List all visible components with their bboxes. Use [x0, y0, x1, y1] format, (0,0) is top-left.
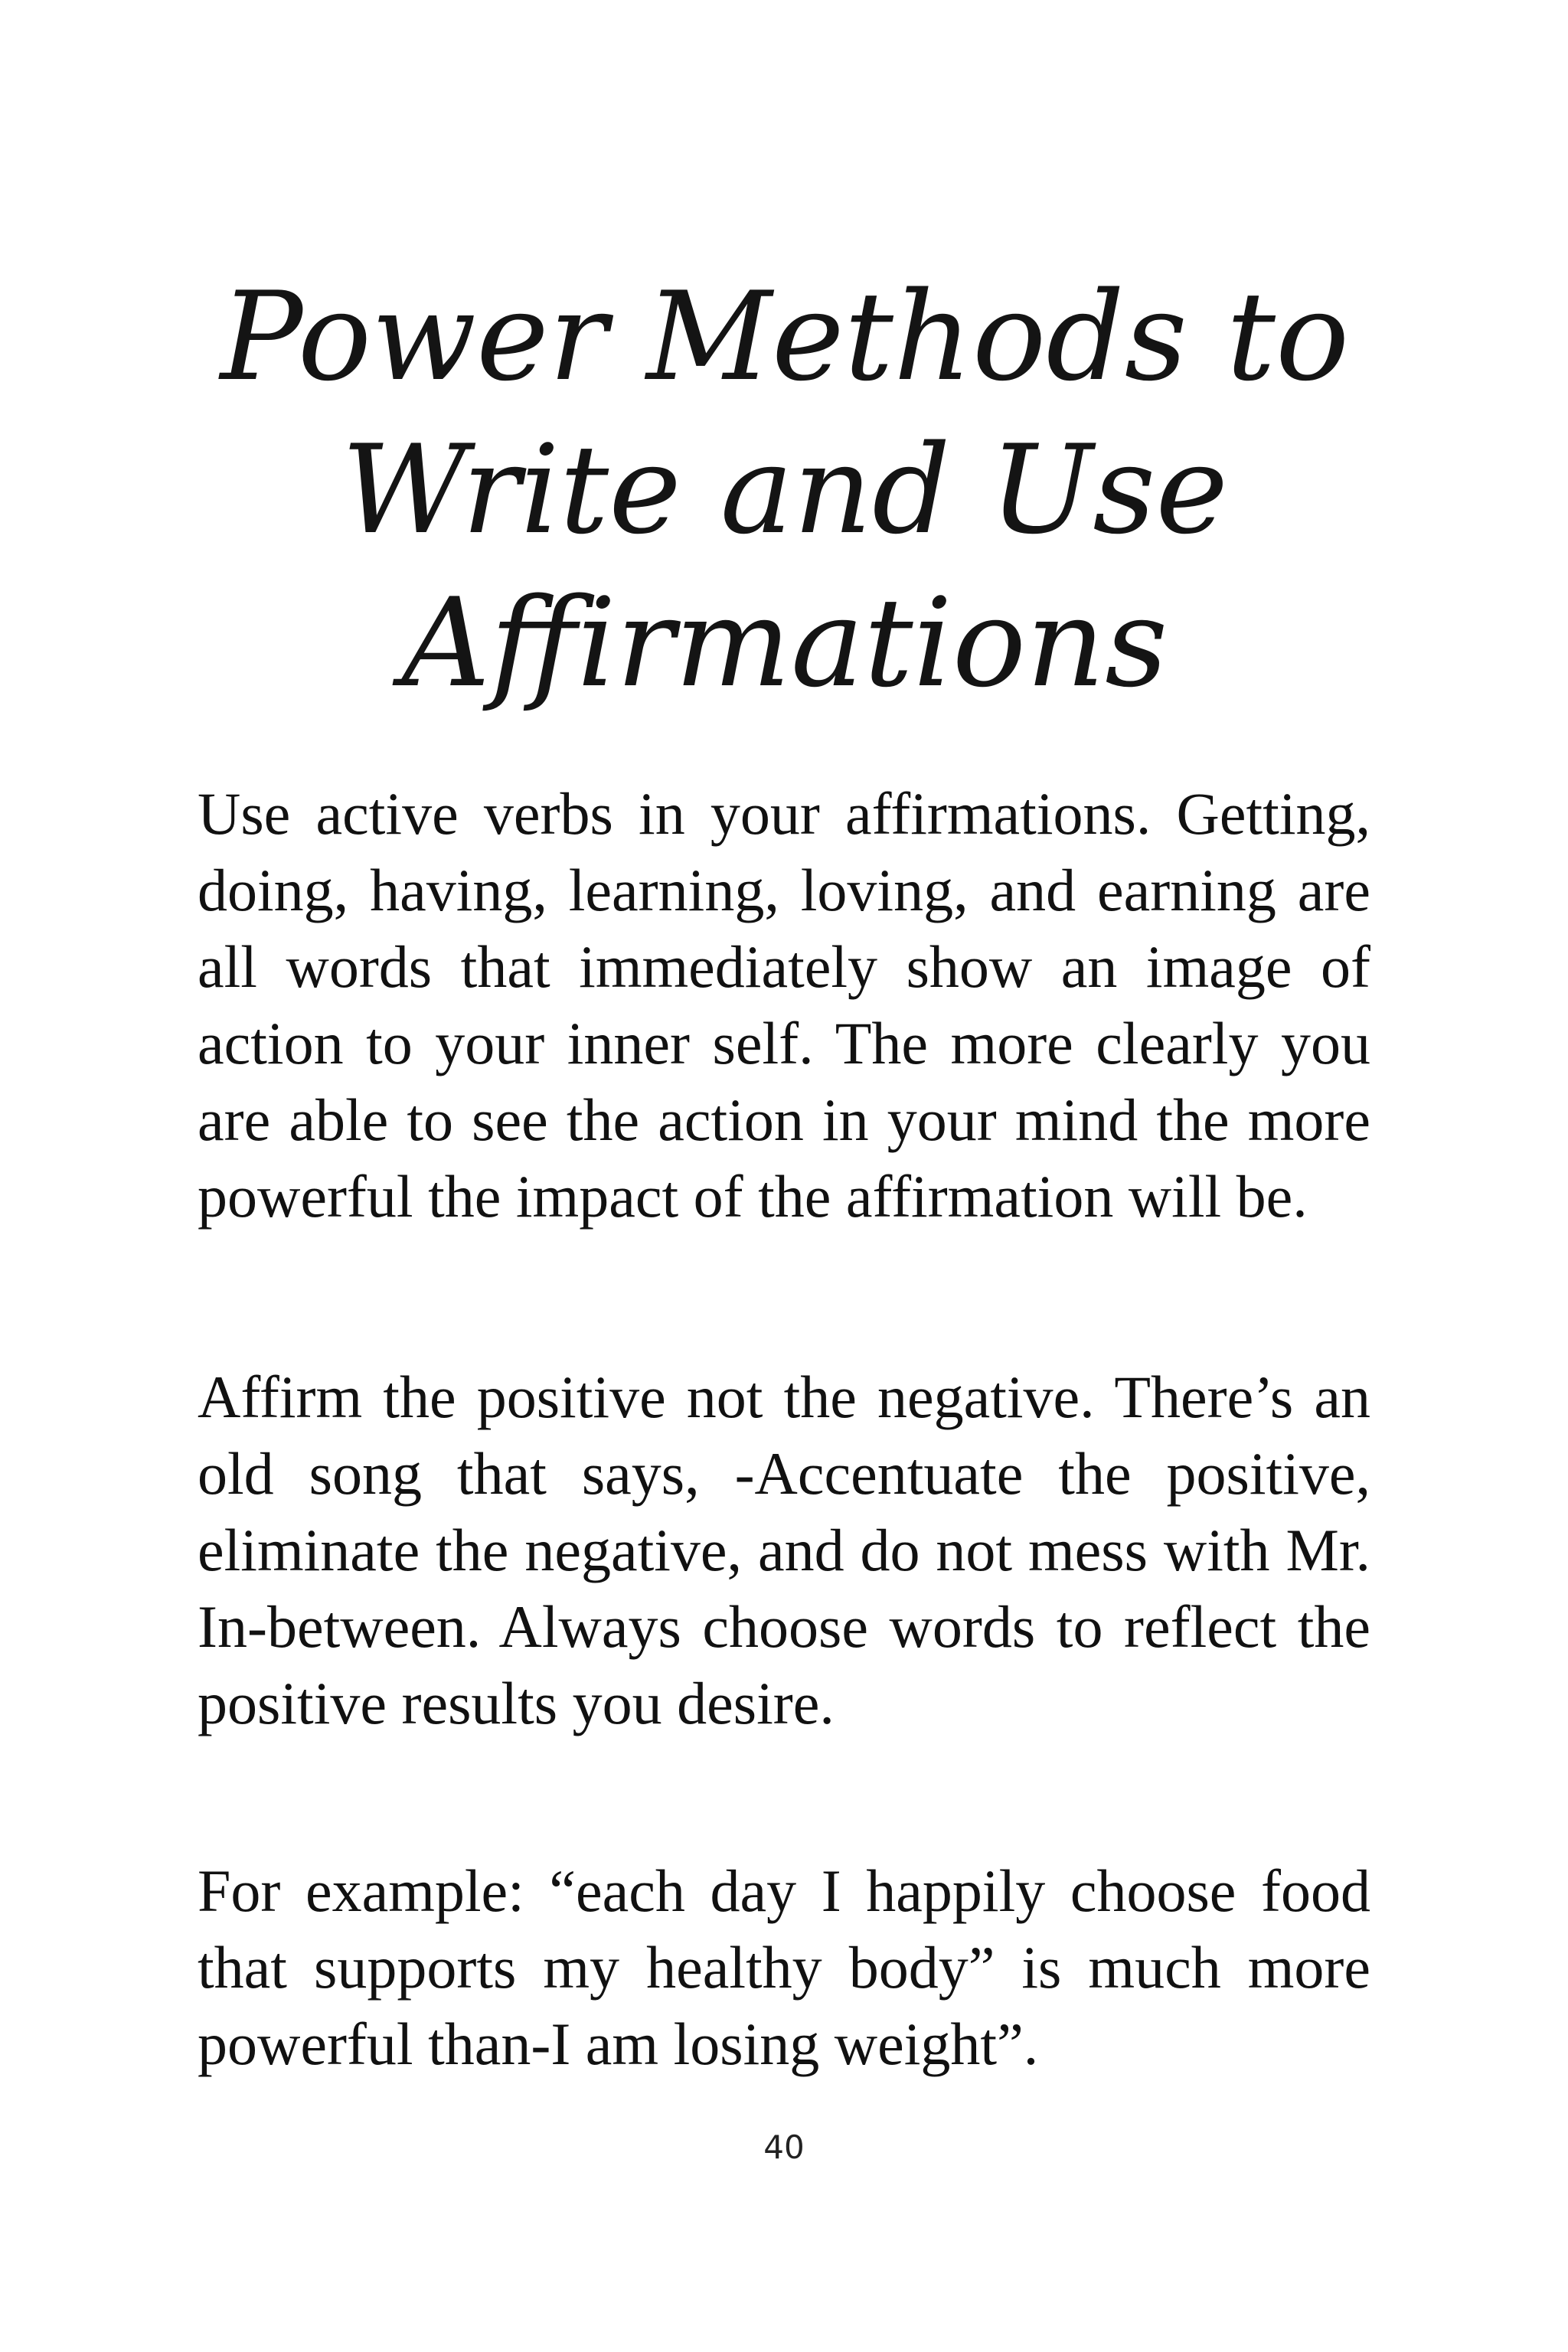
paragraph-active-verbs: Use active verbs in your affirmations. Getting, doing, having, learning, loving, and earning are all words that immediately show an image of action to your inner self. The more clearly you are able to see the action in your mind the more powerful the impact of the affirmation will be. [198, 780, 1370, 1230]
paragraph-example: For example: “each day I happily choose food that supports my healthy body” is much more powerful than-I am losing weight”. [198, 1857, 1370, 2077]
chapter-title-line-3: Affirmations [401, 571, 1168, 714]
chapter-title [199, 260, 1370, 720]
paragraph-affirm-positive: Affirm the positive not the negative. There’s an old song that says, -Accentuate the positive, eliminate the negative, and do not mess with Mr. In-between. Always choose words to reflect the positive results you desire. [198, 1364, 1370, 1736]
page-number: 40 [763, 2128, 805, 2166]
chapter-title-line-2: Write and Use [341, 418, 1229, 561]
chapter-title-line-1: Power Methods to [220, 265, 1350, 408]
